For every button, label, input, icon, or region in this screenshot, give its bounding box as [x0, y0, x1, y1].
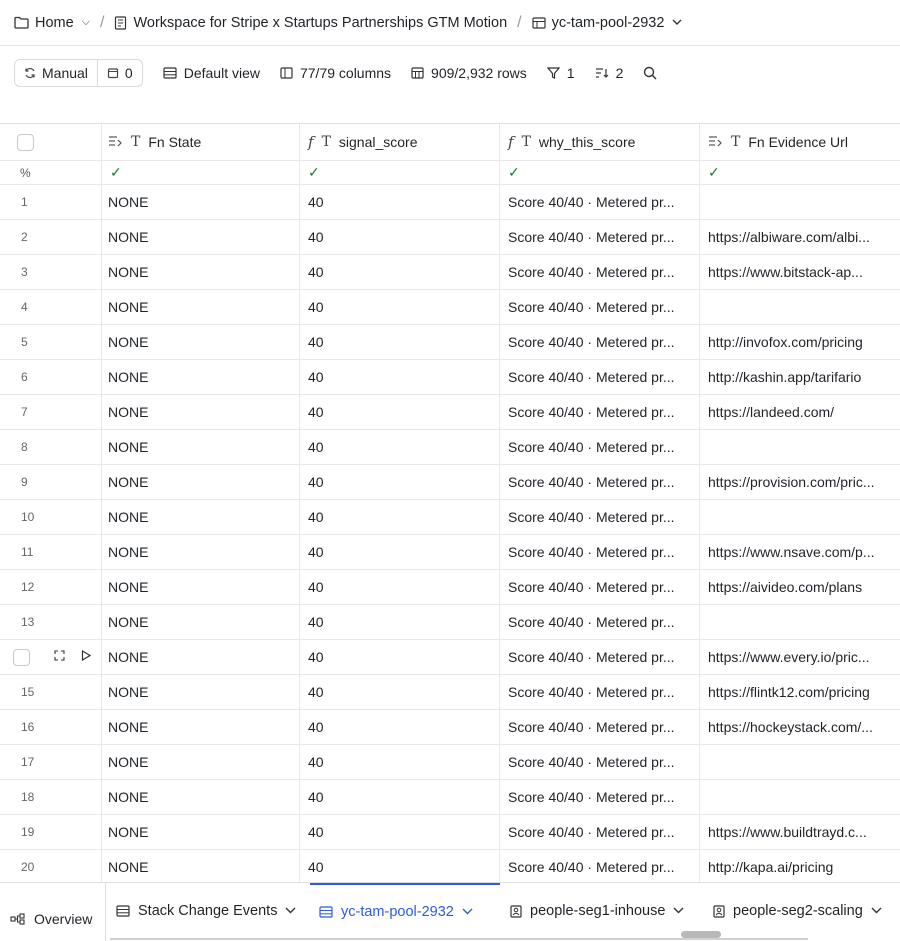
rows-icon: [411, 67, 424, 79]
overview-button[interactable]: [0, 883, 106, 941]
breadcrumb-separator: /: [100, 13, 105, 31]
folder-icon: [14, 16, 29, 29]
cell-text: Score 40/40 · Metered pr...: [508, 404, 675, 420]
cell-fn-state[interactable]: NONE: [102, 500, 300, 534]
cell-why-this-score[interactable]: [500, 360, 700, 394]
cell-fn-state[interactable]: NONE: [102, 675, 300, 709]
cell-fn-state[interactable]: NONE: [102, 290, 300, 324]
run-mode-control: [14, 59, 143, 87]
cell-why-this-score[interactable]: [500, 710, 700, 744]
cell-why-this-score[interactable]: [500, 640, 700, 674]
cell-why-this-score[interactable]: [500, 500, 700, 534]
cell-fn-evidence-url[interactable]: [700, 185, 900, 219]
cell-signal-score[interactable]: 40: [300, 850, 500, 884]
cell-fn-state[interactable]: NONE: [102, 430, 300, 464]
enrich-icon: [108, 135, 123, 150]
cell-fn-state[interactable]: NONE: [102, 570, 300, 604]
tab-label: people-seg1-inhouse: [530, 903, 666, 919]
sort-icon: [595, 67, 609, 79]
table-row[interactable]: [0, 780, 900, 815]
checkmark-icon: ✓: [508, 164, 520, 180]
column-complete-cell: [300, 161, 500, 184]
cell-fn-state[interactable]: NONE: [102, 325, 300, 359]
completion-row: [0, 161, 900, 185]
cell-signal-score[interactable]: 40: [300, 675, 500, 709]
formula-icon: f: [508, 133, 514, 151]
view-label: Default view: [183, 65, 260, 81]
tab-yc-tam-pool[interactable]: [310, 883, 500, 941]
breadcrumb-workspace-label: Workspace for Stripe x Startups Partnerships GTM Motion: [133, 14, 508, 31]
tab-people-seg2-scaling[interactable]: [713, 883, 882, 941]
view-selector[interactable]: [163, 65, 260, 81]
column-label: signal_score: [338, 134, 418, 150]
cell-text: https://albiware.com/albi...: [708, 229, 870, 245]
tab-label: Stack Change Events: [138, 903, 278, 919]
column-header-why-this-score[interactable]: [500, 124, 700, 160]
play-icon[interactable]: [81, 650, 91, 664]
cell-signal-score[interactable]: 40: [300, 360, 500, 394]
cell-text: Score 40/40 · Metered pr...: [508, 509, 675, 525]
cell-fn-state[interactable]: NONE: [102, 535, 300, 569]
chevron-down-icon: [672, 17, 682, 29]
cell-signal-score[interactable]: 40: [300, 535, 500, 569]
row-number: 15: [0, 675, 102, 709]
cell-fn-evidence-url[interactable]: [700, 395, 900, 429]
cell-signal-score[interactable]: 40: [300, 185, 500, 219]
cell-signal-score[interactable]: 40: [300, 325, 500, 359]
cell-text: Score 40/40 · Metered pr...: [508, 264, 675, 280]
cell-fn-evidence-url[interactable]: [700, 815, 900, 849]
row-number: 9: [0, 465, 102, 499]
data-table: [0, 123, 900, 885]
column-label: why_this_score: [538, 134, 636, 150]
tab-label: yc-tam-pool-2932: [341, 904, 454, 920]
cell-text: Score 40/40 · Metered pr...: [508, 544, 675, 560]
horizontal-scrollbar-thumb[interactable]: [681, 931, 721, 938]
table-row[interactable]: [0, 325, 900, 360]
text-type-icon: T: [131, 134, 141, 150]
chevron-down-icon: [285, 905, 296, 917]
select-all-cell: [0, 124, 102, 160]
cell-fn-state[interactable]: NONE: [102, 395, 300, 429]
column-label: Fn Evidence Url: [748, 134, 848, 150]
rows-button[interactable]: [411, 65, 527, 81]
cell-text: https://flintk12.com/pricing: [708, 684, 870, 700]
cell-fn-state[interactable]: NONE: [102, 185, 300, 219]
cell-fn-state[interactable]: NONE: [102, 815, 300, 849]
row-number: 13: [0, 605, 102, 639]
text-type-icon: T: [321, 134, 331, 150]
columns-icon: [280, 67, 293, 79]
table-row[interactable]: [0, 850, 900, 885]
breadcrumb-home[interactable]: [14, 15, 90, 31]
cell-text: http://invofox.com/pricing: [708, 334, 863, 350]
row-number: 1: [0, 185, 102, 219]
cell-signal-score[interactable]: 40: [300, 395, 500, 429]
graph-icon: [10, 913, 26, 925]
table-row[interactable]: [0, 675, 900, 710]
cell-text: Score 40/40 · Metered pr...: [508, 299, 675, 315]
cell-signal-score[interactable]: 40: [300, 290, 500, 324]
chevron-down-icon: [673, 905, 684, 917]
cell-fn-evidence-url[interactable]: [700, 710, 900, 744]
calendar-icon: [107, 67, 119, 79]
columns-label: 77/79 columns: [299, 65, 392, 81]
table-row[interactable]: [0, 815, 900, 850]
cell-signal-score[interactable]: 40: [300, 570, 500, 604]
rows-label: 909/2,932 rows: [431, 65, 527, 81]
row-checkbox[interactable]: [13, 649, 30, 666]
cell-text: Score 40/40 · Metered pr...: [508, 754, 675, 770]
cell-fn-state[interactable]: NONE: [102, 850, 300, 884]
cell-signal-score[interactable]: 40: [300, 605, 500, 639]
sort-button[interactable]: [595, 65, 624, 81]
cell-fn-evidence-url[interactable]: [700, 605, 900, 639]
cell-why-this-score[interactable]: [500, 185, 700, 219]
cell-text: Score 40/40 · Metered pr...: [508, 614, 675, 630]
cell-fn-evidence-url[interactable]: [700, 290, 900, 324]
cell-why-this-score[interactable]: [500, 605, 700, 639]
cell-fn-evidence-url[interactable]: [700, 570, 900, 604]
search-button[interactable]: [643, 66, 657, 80]
cell-fn-state[interactable]: NONE: [102, 780, 300, 814]
sheet-tabs-bar: [0, 882, 900, 941]
cell-fn-state[interactable]: NONE: [102, 745, 300, 779]
enrich-icon: [708, 135, 723, 150]
column-complete-cell: [500, 161, 700, 184]
cell-text: Score 40/40 · Metered pr...: [508, 334, 675, 350]
filter-icon: [547, 67, 560, 79]
table-icon: [532, 17, 546, 29]
table-body: [0, 185, 900, 885]
cell-fn-state[interactable]: NONE: [102, 710, 300, 744]
table-row[interactable]: [0, 500, 900, 535]
cell-fn-evidence-url[interactable]: [700, 430, 900, 464]
cell-fn-evidence-url[interactable]: [700, 745, 900, 779]
cell-signal-score[interactable]: 40: [300, 430, 500, 464]
overview-label: Overview: [34, 910, 93, 927]
cell-text: Score 40/40 · Metered pr...: [508, 719, 675, 735]
row-number: 2: [0, 220, 102, 254]
table-row[interactable]: [0, 745, 900, 780]
breadcrumb-separator: /: [517, 13, 522, 31]
table-row[interactable]: [0, 465, 900, 500]
table-row[interactable]: [0, 570, 900, 605]
breadcrumb-table-label: yc-tam-pool-2932: [551, 14, 665, 31]
cell-why-this-score[interactable]: [500, 535, 700, 569]
table-header: [0, 123, 900, 161]
table-row[interactable]: [0, 290, 900, 325]
checkmark-icon: ✓: [308, 164, 320, 180]
cell-fn-evidence-url[interactable]: [700, 465, 900, 499]
column-header-signal-score[interactable]: [300, 124, 500, 160]
row-number: 5: [0, 325, 102, 359]
cell-fn-evidence-url[interactable]: [700, 640, 900, 674]
column-header-fn-evidence-url[interactable]: [700, 124, 900, 160]
row-number: 20: [0, 850, 102, 884]
tab-stack-change-events[interactable]: [116, 883, 296, 941]
cell-why-this-score[interactable]: [500, 850, 700, 884]
cell-text: Score 40/40 · Metered pr...: [508, 369, 675, 385]
checkmark-icon: ✓: [110, 164, 122, 180]
cell-fn-state[interactable]: NONE: [102, 605, 300, 639]
cell-fn-evidence-url[interactable]: [700, 500, 900, 534]
row-number: 17: [0, 745, 102, 779]
cell-text: Score 40/40 · Metered pr...: [508, 859, 675, 875]
checkmark-icon: ✓: [708, 164, 720, 180]
cell-text: https://www.nsave.com/p...: [708, 544, 875, 560]
cell-text: https://provision.com/pric...: [708, 474, 875, 490]
cell-text: Score 40/40 · Metered pr...: [508, 824, 675, 840]
search-icon: [643, 66, 657, 80]
cell-fn-evidence-url[interactable]: [700, 325, 900, 359]
filter-count: 1: [566, 65, 575, 81]
cell-why-this-score[interactable]: [500, 325, 700, 359]
table-row[interactable]: [0, 710, 900, 745]
row-hover-tools: [17, 649, 102, 666]
chevron-down-icon: [462, 906, 473, 918]
text-type-icon: T: [521, 134, 531, 150]
row-number: 3: [0, 255, 102, 289]
breadcrumb-workspace[interactable]: [114, 15, 507, 31]
cell-fn-state[interactable]: NONE: [102, 360, 300, 394]
cell-fn-state[interactable]: NONE: [102, 220, 300, 254]
cell-signal-score[interactable]: 40: [300, 500, 500, 534]
row-number: 11: [0, 535, 102, 569]
row-number: 16: [0, 710, 102, 744]
toolbar: [14, 59, 657, 87]
table-row[interactable]: [0, 430, 900, 465]
cell-fn-state[interactable]: NONE: [102, 640, 300, 674]
cell-text: Score 40/40 · Metered pr...: [508, 789, 675, 805]
cell-text: Score 40/40 · Metered pr...: [508, 649, 675, 665]
cell-signal-score[interactable]: 40: [300, 780, 500, 814]
table-row[interactable]: [0, 395, 900, 430]
cell-why-this-score[interactable]: [500, 255, 700, 289]
columns-button[interactable]: [280, 65, 391, 81]
breadcrumb-home-label: Home: [35, 14, 74, 31]
cell-text: Score 40/40 · Metered pr...: [508, 229, 675, 245]
row-number: 7: [0, 395, 102, 429]
cell-text: Score 40/40 · Metered pr...: [508, 474, 675, 490]
cell-fn-state[interactable]: NONE: [102, 255, 300, 289]
cell-fn-evidence-url[interactable]: [700, 850, 900, 884]
cell-why-this-score[interactable]: [500, 465, 700, 499]
cell-fn-evidence-url[interactable]: [700, 220, 900, 254]
cell-text: Score 40/40 · Metered pr...: [508, 579, 675, 595]
table-row[interactable]: [0, 605, 900, 640]
manual-button[interactable]: [15, 60, 97, 86]
horizontal-scrollbar-track[interactable]: [110, 938, 808, 940]
queue-count: 0: [124, 65, 133, 81]
text-type-icon: T: [731, 134, 741, 150]
tab-label: people-seg2-scaling: [733, 903, 863, 919]
manual-label: Manual: [42, 65, 88, 81]
cell-text: http://kapa.ai/pricing: [708, 859, 834, 875]
column-complete-cell: [700, 161, 900, 184]
cell-signal-score[interactable]: 40: [300, 465, 500, 499]
cell-fn-evidence-url[interactable]: [700, 535, 900, 569]
cell-why-this-score[interactable]: [500, 815, 700, 849]
row-number: 10: [0, 500, 102, 534]
cell-signal-score[interactable]: 40: [300, 815, 500, 849]
cell-fn-evidence-url[interactable]: [700, 255, 900, 289]
cell-signal-score[interactable]: 40: [300, 640, 500, 674]
formula-icon: f: [308, 133, 314, 151]
cell-why-this-score[interactable]: [500, 430, 700, 464]
table-view-icon: [163, 67, 177, 79]
cell-text: https://www.bitstack-ap...: [708, 264, 863, 280]
cell-text: https://hockeystack.com/...: [708, 719, 873, 735]
tab-people-seg1-inhouse[interactable]: [510, 883, 684, 941]
table-row[interactable]: [0, 640, 900, 675]
row-number-cell: [0, 640, 102, 674]
table-icon: [319, 906, 333, 918]
cell-why-this-score[interactable]: [500, 745, 700, 779]
table-row[interactable]: [0, 255, 900, 290]
table-row[interactable]: [0, 360, 900, 395]
cell-text: Score 40/40 · Metered pr...: [508, 439, 675, 455]
sort-count: 2: [615, 65, 624, 81]
cell-why-this-score[interactable]: [500, 395, 700, 429]
breadcrumb-table[interactable]: [532, 15, 683, 31]
document-icon: [114, 16, 127, 30]
contact-icon: [713, 905, 725, 918]
column-label: Fn State: [148, 134, 202, 150]
percent-label: %: [0, 161, 102, 184]
cell-why-this-score[interactable]: [500, 290, 700, 324]
table-row[interactable]: [0, 220, 900, 255]
refresh-icon: [24, 67, 36, 79]
cell-text: https://landeed.com/: [708, 404, 835, 420]
cell-text: https://www.every.io/pric...: [708, 649, 870, 665]
cell-signal-score[interactable]: 40: [300, 255, 500, 289]
cell-signal-score[interactable]: 40: [300, 220, 500, 254]
cell-fn-state[interactable]: NONE: [102, 465, 300, 499]
row-number: 18: [0, 780, 102, 814]
row-number: 8: [0, 430, 102, 464]
cell-signal-score[interactable]: 40: [300, 745, 500, 779]
row-number: 12: [0, 570, 102, 604]
cell-text: Score 40/40 · Metered pr...: [508, 684, 675, 700]
cell-why-this-score[interactable]: [500, 220, 700, 254]
row-number: 4: [0, 290, 102, 324]
column-header-fn-state[interactable]: [102, 124, 300, 160]
cell-why-this-score[interactable]: [500, 570, 700, 604]
chevron-down-icon: [871, 905, 882, 917]
contact-icon: [510, 905, 522, 918]
cell-fn-evidence-url[interactable]: [700, 360, 900, 394]
row-number: 6: [0, 360, 102, 394]
cell-signal-score[interactable]: 40: [300, 710, 500, 744]
cell-why-this-score[interactable]: [500, 675, 700, 709]
cell-text: https://www.buildtrayd.c...: [708, 824, 867, 840]
expand-icon[interactable]: [54, 650, 65, 664]
select-all-checkbox[interactable]: [17, 134, 34, 151]
cell-text: Score 40/40 · Metered pr...: [508, 194, 675, 210]
cell-why-this-score[interactable]: [500, 780, 700, 814]
table-row[interactable]: [0, 185, 900, 220]
chevron-down-icon: ⌵: [81, 16, 91, 28]
row-number: 19: [0, 815, 102, 849]
table-icon: [116, 905, 130, 917]
cell-text: https://aivideo.com/plans: [708, 579, 863, 595]
table-row[interactable]: [0, 535, 900, 570]
queue-count-button[interactable]: [97, 60, 142, 86]
breadcrumb: [0, 0, 900, 46]
cell-text: http://kashin.app/tarifario: [708, 369, 862, 385]
cell-fn-evidence-url[interactable]: [700, 675, 900, 709]
column-complete-cell: [102, 161, 300, 184]
cell-fn-evidence-url[interactable]: [700, 780, 900, 814]
filter-button[interactable]: [547, 65, 575, 81]
